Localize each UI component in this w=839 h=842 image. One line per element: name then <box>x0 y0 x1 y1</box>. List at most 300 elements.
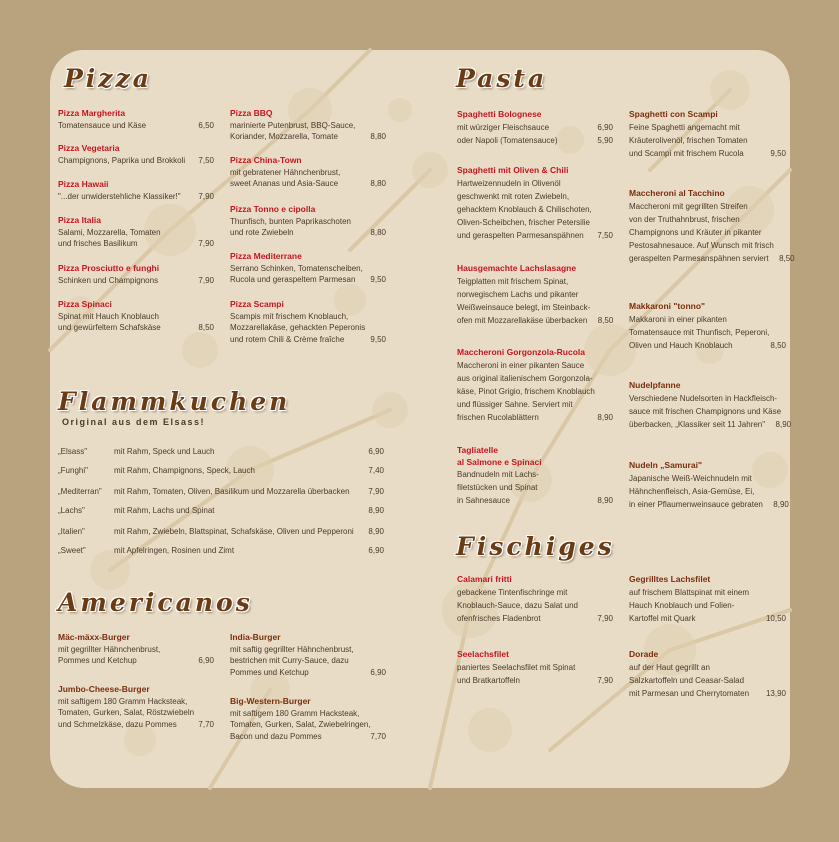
item-line <box>629 472 786 485</box>
item-description: frischen Rucolablättern <box>457 413 539 423</box>
item-line <box>58 155 214 167</box>
item-description: mit Parmesan und Cherrytomaten <box>629 688 750 698</box>
item-line <box>629 418 792 431</box>
item-line <box>457 229 613 242</box>
item-line <box>457 586 613 599</box>
item-price <box>587 661 613 674</box>
item-name: Mäc-mäxx-Burger <box>58 632 130 642</box>
item-name: Big-Western-Burger <box>230 696 311 706</box>
flammkuchen-row <box>58 447 384 459</box>
item-line <box>457 674 613 687</box>
item-description: Makkaroni in einer pikanten <box>629 314 727 324</box>
item-description: und frisches Basilikum <box>58 239 138 248</box>
item-name: Spaghetti con Scampi <box>629 109 718 119</box>
item-price: 8,50 <box>770 340 786 350</box>
item-description: norwegischem Lachs und pikanter <box>457 289 579 299</box>
item-line <box>230 731 386 743</box>
item-price <box>592 203 618 216</box>
item-price <box>774 239 800 252</box>
pasta-title: Pasta <box>456 64 548 93</box>
item-line <box>457 190 613 203</box>
item-description: mit saftig gegrillter Hähnchenbrust, <box>230 644 354 654</box>
item-description: und Scampi mit frischem Rucola <box>629 148 744 158</box>
item-description: ofenfrisches Fladenbrot <box>457 613 541 623</box>
menu-item <box>58 632 214 667</box>
item-description: Tomatensauce mit Thunfisch, Peperoni, <box>629 327 770 337</box>
item-line <box>58 227 214 239</box>
item-name: Gegrilltes Lachsfilet <box>629 574 711 584</box>
item-price <box>360 655 386 667</box>
item-line <box>457 134 613 147</box>
item-description: Pestosahnesauce. Auf Wunsch mit frisch <box>629 241 774 251</box>
flammkuchen-name: „Elsass" <box>58 447 88 456</box>
item-line <box>629 687 786 700</box>
item-description: paniertes Seelachsfilet mit Spinat <box>457 662 576 672</box>
item-price <box>595 385 621 398</box>
item-name: Pizza BBQ <box>230 108 273 118</box>
item-description: Japanische Weiß-Weichnudeln mit <box>629 473 752 483</box>
item-line <box>629 134 786 147</box>
item-line <box>629 339 786 352</box>
item-description: Maccheroni mit gegrillten Streifen <box>629 201 748 211</box>
item-price <box>760 200 786 213</box>
item-description: Rucola und geraspeltem Parmesan <box>230 275 356 284</box>
item-price: 8,90 <box>775 419 792 429</box>
item-price <box>760 134 786 147</box>
item-description: Tomaten, Gurken, Salat, Röstzwiebeln <box>58 708 195 717</box>
menu-item <box>629 649 786 700</box>
menu-item <box>629 109 786 160</box>
flammkuchen-row <box>58 466 384 478</box>
item-description: aus original italienischem Gorgonzola- <box>457 373 593 383</box>
item-description: Champignons, Paprika und Brokkoli <box>58 155 186 165</box>
item-price: 9,50 <box>770 148 786 158</box>
item-price: 7,70 <box>198 719 214 729</box>
item-name: Nudeln „Samurai" <box>629 460 702 470</box>
menu-item <box>629 460 789 511</box>
item-name: Spaghetti mit Oliven & Chili <box>457 165 569 175</box>
item-price <box>188 644 214 656</box>
item-description: sweet Ananas und Asia-Sauce <box>230 179 339 188</box>
item-price <box>587 190 613 203</box>
menu-item <box>230 696 386 742</box>
item-description: käse, Pinot Grigio, frischem Knoblauch <box>457 386 595 396</box>
item-line <box>629 226 786 239</box>
menu-item <box>629 380 792 431</box>
item-description: Salzkartoffeln und Ceasar-Salad <box>629 675 745 685</box>
menu-item <box>629 188 795 266</box>
item-name: Pizza Tonno e cipolla <box>230 204 316 214</box>
item-line <box>457 661 613 674</box>
item-price <box>587 275 613 288</box>
item-line <box>230 263 386 275</box>
item-name: al Salmone e Spinaci <box>457 456 542 467</box>
item-line <box>457 301 613 314</box>
item-description: und Bratkartoffeln <box>457 675 521 685</box>
item-description: Pommes und Ketchup <box>58 656 137 665</box>
menu-item <box>230 632 386 678</box>
item-line <box>629 147 786 160</box>
item-name: Maccheroni Gorgonzola-Rucola <box>457 347 585 357</box>
item-line <box>230 311 386 323</box>
item-description: mit saftigem 180 Gramm Hacksteak, <box>58 696 188 706</box>
item-price <box>760 586 786 599</box>
item-price <box>360 708 386 720</box>
item-line <box>629 586 786 599</box>
item-name: Seelachsfilet <box>457 649 509 659</box>
item-description: und rote Zwiebeln <box>230 228 294 237</box>
menu-item <box>230 299 386 345</box>
item-description: Kartoffel mit Quark <box>629 613 696 623</box>
item-description: geschwenkt mit roten Zwiebeln, <box>457 191 570 201</box>
menu-item <box>457 445 613 508</box>
item-description: Hauch Knoblauch und Folien- <box>629 600 735 610</box>
flammkuchen-description: mit Rahm, Tomaten, Oliven, Basilikum und Mozzarella überbacken <box>114 487 350 496</box>
item-price <box>777 392 803 405</box>
item-description: in Sahnesauce <box>457 496 510 506</box>
item-price <box>760 661 786 674</box>
flammkuchen-description: mit Rahm, Speck und Lauch <box>114 447 215 456</box>
item-line <box>58 719 214 731</box>
item-line <box>58 655 214 667</box>
menu-item <box>457 109 613 147</box>
item-line <box>629 661 786 674</box>
item-description: marinierte Putenbrust, BBQ-Sauce, <box>230 120 356 130</box>
item-line <box>457 612 613 625</box>
item-name: Pizza Margherita <box>58 108 126 118</box>
item-description: Maccheroni in einer pikanten Sauce <box>457 360 585 370</box>
flammkuchen-name: „Sweet" <box>58 546 86 555</box>
item-line <box>629 405 786 418</box>
menu-item <box>457 263 613 327</box>
item-price: 8,90 <box>773 499 789 509</box>
item-description: filetstücken und Spinat <box>457 483 538 493</box>
flammkuchen-row <box>58 506 384 518</box>
item-name: Hausgemachte Lachslasagne <box>457 263 577 273</box>
item-line <box>230 334 386 346</box>
item-line <box>457 494 613 507</box>
item-price: 8,50 <box>597 316 614 326</box>
item-price: 7,90 <box>198 239 214 248</box>
item-price: 7,90 <box>198 275 214 285</box>
item-line <box>629 313 786 326</box>
item-price <box>371 719 397 731</box>
item-price <box>360 216 386 228</box>
item-price <box>587 177 613 190</box>
americanos-title: Americanos <box>58 588 253 617</box>
item-line <box>457 288 613 301</box>
menu-item <box>58 215 214 250</box>
item-name: Pizza Scampi <box>230 299 284 309</box>
item-price <box>760 472 786 485</box>
flammkuchen-name: „Funghi" <box>58 466 88 475</box>
item-price <box>188 311 214 323</box>
item-description: in einer Pflaumenweinsauce gebraten <box>629 499 763 509</box>
item-description: und flüssiger Sahne. Serviert mit <box>457 400 573 410</box>
flammkuchen-description: mit Apfelringen, Rosinen und Zimt <box>114 546 235 555</box>
item-name: Tagliatelle <box>457 445 498 455</box>
item-line <box>629 252 795 265</box>
item-description: Bacon und dazu Pommes <box>230 731 322 741</box>
menu-item <box>58 143 214 166</box>
item-line <box>230 655 386 667</box>
item-price: 8,90 <box>597 413 613 423</box>
item-description: Verschiedene Nudelsorten in Hackfleisch- <box>629 393 778 403</box>
item-line <box>457 481 613 494</box>
menu-item <box>629 301 786 352</box>
item-line <box>230 667 386 679</box>
menu-item <box>230 251 386 286</box>
item-line <box>230 120 386 132</box>
item-price <box>760 599 786 612</box>
item-description: und geraspelten Parmesanspähnen <box>457 231 584 241</box>
item-line <box>58 120 214 132</box>
item-description: bestrichen mit Curry-Sauce, dazu <box>230 656 349 665</box>
item-description: Tomaten, Gurken, Salat, Zwiebelringen, <box>230 720 371 729</box>
item-price <box>760 485 786 498</box>
item-description: auf der Haut gegrillt an <box>629 662 710 672</box>
item-description: Thunfisch, bunten Paprikaschoten <box>230 216 351 226</box>
item-price <box>188 227 214 239</box>
menu-item <box>230 108 386 143</box>
item-line <box>629 498 789 511</box>
item-description: Serrano Schinken, Tomatenscheiben, <box>230 263 363 273</box>
item-line <box>230 131 386 143</box>
item-price: 7,50 <box>198 155 214 165</box>
item-price: 8,80 <box>370 228 386 237</box>
item-description: Weißweinsauce belegt, im Steinback- <box>457 302 591 312</box>
item-line <box>230 178 386 190</box>
item-name: Pizza China-Town <box>230 155 302 165</box>
menu-item <box>58 299 214 334</box>
item-price: 8,90 <box>597 496 613 506</box>
item-line <box>230 216 386 228</box>
item-description: oder Napoli (Tomatensauce) <box>457 135 558 145</box>
item-price <box>360 167 386 179</box>
item-description: und Schmelzkäse, dazu Pommes <box>58 719 177 729</box>
item-price: 6,50 <box>198 120 214 130</box>
item-price <box>188 696 214 708</box>
item-line <box>629 485 786 498</box>
item-name: Dorade <box>629 649 659 659</box>
item-name: Nudelpfanne <box>629 380 681 390</box>
flammkuchen-price: 7,90 <box>368 487 384 496</box>
item-description: ofen mit Mozzarellakäse überbacken <box>457 316 588 326</box>
item-price: 7,90 <box>198 191 214 201</box>
item-name: Pizza Prosciutto e funghi <box>58 263 160 273</box>
item-name: Pizza Vegetaria <box>58 143 120 153</box>
item-description: Teigplatten mit frischem Spinat, <box>457 276 569 286</box>
menu-item <box>457 574 613 625</box>
item-line <box>58 696 214 708</box>
menu-card <box>50 50 795 788</box>
item-line <box>58 311 214 323</box>
item-line <box>230 322 386 334</box>
item-name: Makkaroni "tonno" <box>629 301 706 311</box>
menu-item <box>457 347 613 425</box>
item-description: geraspelten Parmesanspähnen serviert <box>629 254 769 264</box>
item-price <box>587 599 613 612</box>
item-description: Spinat mit Hauch Knoblauch <box>58 311 159 321</box>
item-description: "...der unwiderstehliche Klassiker!" <box>58 191 181 201</box>
pizza-title: Pizza <box>64 64 152 93</box>
item-description: Pommes und Ketchup <box>230 667 309 677</box>
item-name: Pizza Italia <box>58 215 101 225</box>
item-price <box>760 313 786 326</box>
item-description: von der Truthahnbrust, frischen <box>629 214 740 224</box>
item-price: 10,50 <box>765 613 786 623</box>
item-description: Hähnchenfleisch, Asia-Gemüse, Ei, <box>629 486 755 496</box>
item-name: Spaghetti Bolognese <box>457 109 542 119</box>
item-description: und rotem Chili & Crème fraîche <box>230 334 345 344</box>
item-price: 8,50 <box>779 254 795 264</box>
item-description: überbacken, „Klassiker seit 11 Jahren" <box>629 419 766 429</box>
item-price <box>363 263 389 275</box>
item-description: mit gebratener Hähnchenbrust, <box>230 167 341 177</box>
item-description: auf frischem Blattspinat mit einem <box>629 587 750 597</box>
item-line <box>457 372 613 385</box>
item-name: Jumbo-Cheese-Burger <box>58 684 150 694</box>
menu-item <box>457 649 613 687</box>
item-price: 6,90 <box>198 656 214 665</box>
item-line <box>58 322 214 334</box>
item-description: mit gegrillter Hähnchenbrust, <box>58 644 161 654</box>
item-price <box>760 121 786 134</box>
item-price: 5,90 <box>597 135 613 145</box>
item-price: 7,90 <box>597 613 613 623</box>
item-price <box>762 226 788 239</box>
flammkuchen-name: „Lachs" <box>58 506 85 515</box>
item-price: 9,50 <box>370 334 386 344</box>
item-description: Schinken und Champignons <box>58 275 159 285</box>
item-price <box>587 398 613 411</box>
item-description: Koriander, Mozzarella, Tomate <box>230 132 338 141</box>
item-price <box>769 326 795 339</box>
item-price <box>360 311 386 323</box>
item-price <box>365 322 391 334</box>
item-description: Scampis mit frischem Knoblauch, <box>230 311 349 321</box>
item-line <box>58 707 214 719</box>
item-price <box>587 359 613 372</box>
item-description: Oliven-Scheibchen, frischer Petersilie <box>457 218 590 228</box>
item-line <box>457 385 613 398</box>
flammkuchen-description: mit Rahm, Champignons, Speck, Lauch <box>114 466 255 475</box>
item-name: Pizza Hawaii <box>58 179 109 189</box>
item-price <box>587 468 613 481</box>
item-line <box>457 275 613 288</box>
item-price: 9,50 <box>370 275 386 284</box>
flammkuchen-subtitle: Original aus dem Elsass! <box>62 417 206 427</box>
menu-item <box>58 263 214 286</box>
flammkuchen-price: 7,40 <box>368 466 384 475</box>
item-line <box>58 275 214 287</box>
item-price: 6,90 <box>370 667 386 677</box>
flammkuchen-name: „Mediterran" <box>58 487 102 496</box>
menu-item <box>58 179 214 202</box>
item-price <box>587 586 613 599</box>
item-description: gehacktem Knoblauch & Chilischoten, <box>457 204 592 214</box>
item-name: Pizza Mediterrane <box>230 251 302 261</box>
item-price: 8,50 <box>198 323 214 332</box>
item-description: mit würziger Fleischsauce <box>457 122 550 132</box>
menu-item <box>58 108 214 131</box>
item-description: Kräuterolivenöl, frischen Tomaten <box>629 135 748 145</box>
item-description: Knoblauch-Sauce, dazu Salat und <box>457 600 578 610</box>
item-name: Pizza Spinaci <box>58 299 112 309</box>
fischiges-title: Fischiges <box>456 532 615 561</box>
item-description: Salami, Mozzarella, Tomaten <box>58 227 161 237</box>
item-price <box>760 213 786 226</box>
item-line <box>457 121 613 134</box>
item-price: 13,90 <box>765 688 786 698</box>
item-description: Oliven und Hauch Knoblauch <box>629 340 733 350</box>
flammkuchen-price: 6,90 <box>368 447 384 456</box>
item-line <box>230 167 386 179</box>
item-price <box>781 405 807 418</box>
item-line <box>230 708 386 720</box>
item-description: Champignons und Kräuter in pikanter <box>629 227 762 237</box>
item-description: Bandnudeln mit Lachs- <box>457 470 539 479</box>
item-line <box>629 599 786 612</box>
menu-item <box>230 155 386 190</box>
menu-item <box>230 204 386 239</box>
item-line <box>629 392 786 405</box>
item-price <box>360 644 386 656</box>
menu-item <box>58 684 214 730</box>
item-description: Hartweizennudeln in Olivenöl <box>457 178 561 188</box>
menu-item <box>457 165 613 243</box>
item-price <box>194 707 220 719</box>
item-description: sauce mit frischen Champignons und Käse <box>629 406 782 416</box>
item-line <box>629 674 786 687</box>
item-line <box>230 719 386 731</box>
flammkuchen-row <box>58 546 384 558</box>
item-description: und gewürfeltem Schafskäse <box>58 323 161 332</box>
item-line <box>629 612 786 625</box>
item-description: gebackene Tintenfischringe mit <box>457 587 568 597</box>
item-line <box>58 644 214 656</box>
item-line <box>629 326 786 339</box>
flammkuchen-price: 8,90 <box>368 506 384 515</box>
flammkuchen-row <box>58 527 384 539</box>
item-price <box>590 216 616 229</box>
menu-item <box>629 574 786 625</box>
item-name: Calamari fritti <box>457 574 512 584</box>
flammkuchen-row <box>58 487 384 499</box>
item-price <box>590 301 616 314</box>
item-line <box>457 599 613 612</box>
item-line <box>457 359 613 372</box>
item-line <box>457 203 613 216</box>
item-line <box>629 213 786 226</box>
item-price: 8,80 <box>370 179 386 188</box>
item-price <box>587 481 613 494</box>
item-price: 6,90 <box>597 122 613 132</box>
item-description: mit saftigem 180 Gramm Hacksteak, <box>230 708 360 718</box>
item-line <box>58 238 214 250</box>
item-line <box>629 239 786 252</box>
item-price <box>760 674 786 687</box>
flammkuchen-description: mit Rahm, Zwiebeln, Blattspinat, Schafskäse, Oliven und Pepperoni <box>114 527 354 536</box>
flammkuchen-price: 6,90 <box>368 546 384 555</box>
flammkuchen-title: Flammkuchen <box>58 387 291 416</box>
flammkuchen-price: 8,90 <box>368 527 384 536</box>
item-line <box>457 177 613 190</box>
item-line <box>230 227 386 239</box>
item-price <box>360 120 386 132</box>
item-line <box>58 191 214 203</box>
item-line <box>457 398 613 411</box>
